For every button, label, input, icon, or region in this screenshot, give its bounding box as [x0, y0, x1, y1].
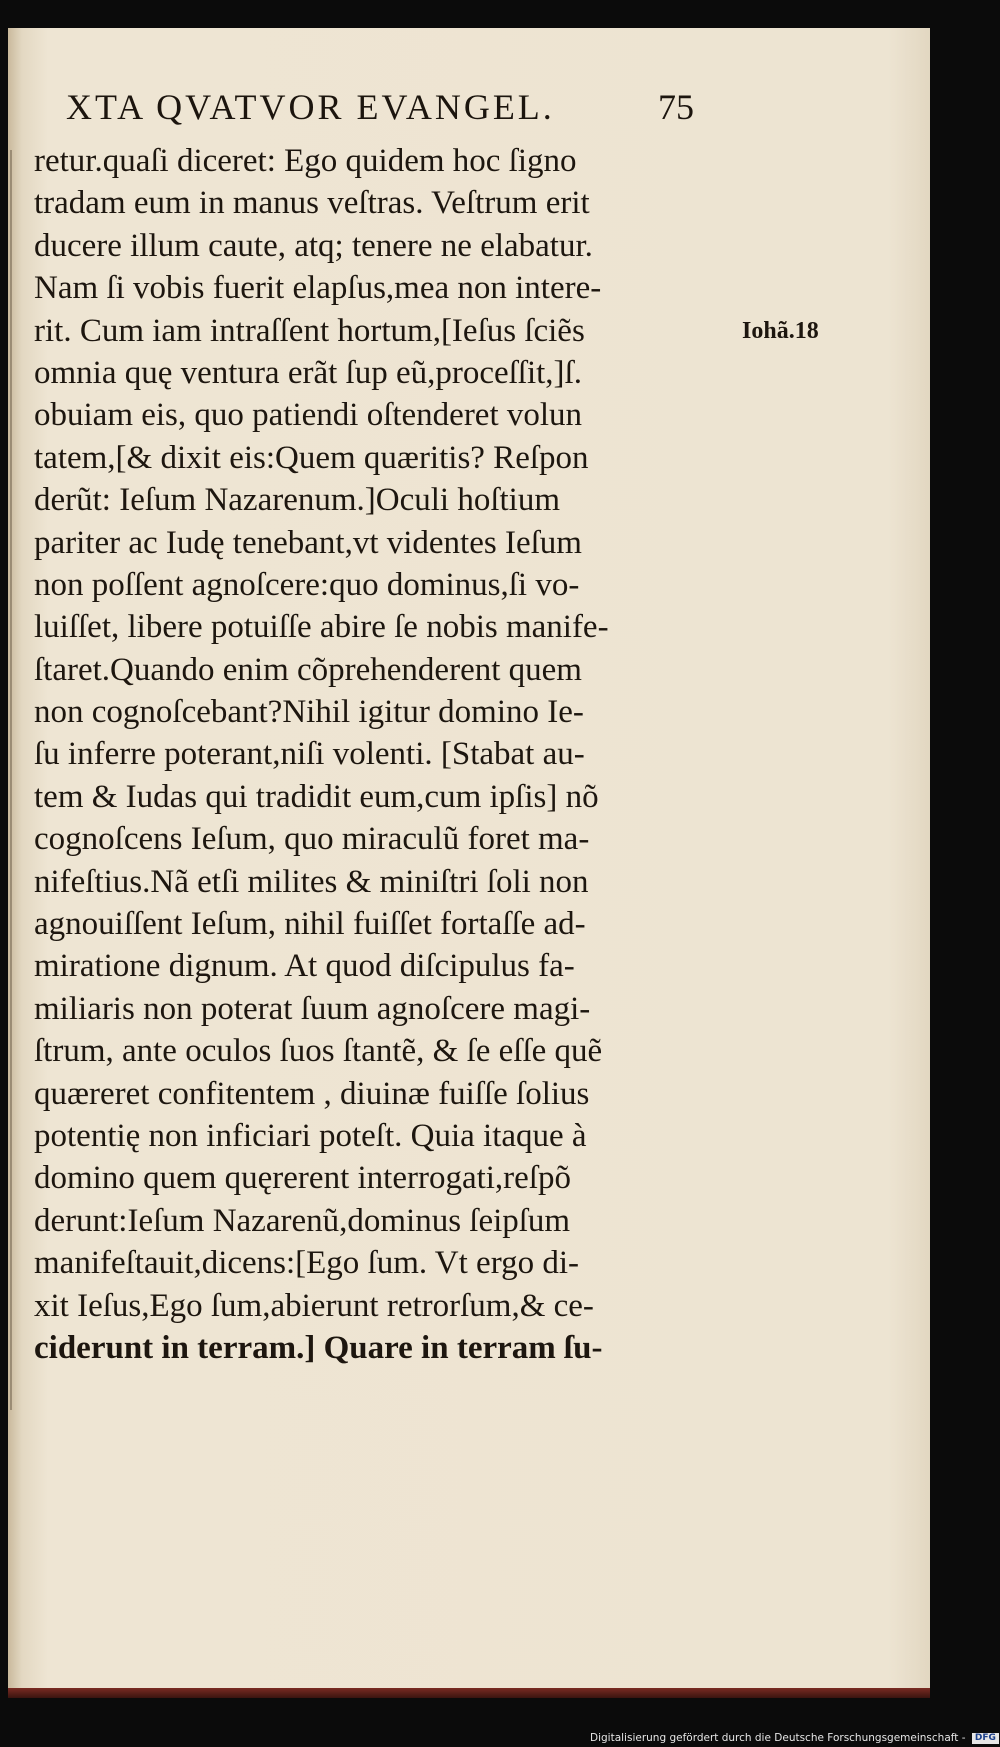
text-line: non poſſent agnoſcere:quo dominus,ſi vo-: [34, 566, 580, 603]
text-line: quæreret confitentem , diuinæ fuiſſe ſolius: [34, 1075, 590, 1112]
body-text: [34, 140, 724, 1369]
text-line: ſtaret.Quando enim cõprehenderent quem: [34, 651, 582, 688]
text-line: cognoſcens Ieſum, quo miraculũ foret ma-: [34, 821, 590, 858]
text-line: miratione dignum. At quod diſcipulus fa-: [34, 948, 575, 985]
text-line: tradam eum in manus veſtras. Veſtrum erit: [34, 185, 590, 222]
text-line: ſu inferre poterant,niſi volenti. [Stabat au-: [34, 736, 585, 773]
text-line: tem & Iudas qui tradidit eum,cum ipſis] nõ: [34, 778, 599, 815]
text-line: luiſſet, libere potuiſſe abire ſe nobis manife-: [34, 609, 609, 646]
credit-text: Digitalisierung gefördert durch die Deutsche Forschungsgemeinschaft -: [590, 1732, 966, 1744]
gutter-shadow: [10, 150, 12, 1410]
digitization-credit: [590, 1732, 999, 1744]
text-line: miliaris non poterat ſuum agnoſcere magi-: [34, 990, 591, 1027]
text-line: nifeſtius.Nã etſi milites & miniſtri ſoli non: [34, 863, 589, 900]
text-line: domino quem quęrerent interrogati,reſpõ: [34, 1160, 571, 1197]
text-line: manifeſtauit,dicens:[Ego ſum. Vt ergo di-: [34, 1245, 579, 1282]
page-bottom-edge: [8, 1688, 930, 1698]
text-line: derunt:Ieſum Nazarenũ,dominus ſeipſum: [34, 1202, 571, 1239]
running-head: [66, 80, 706, 130]
text-line: potentię non inficiari poteſt. Quia itaque à: [34, 1117, 587, 1154]
dfg-logo: DFG: [972, 1733, 999, 1744]
text-line: retur.quaſi diceret: Ego quidem hoc ſigno: [34, 143, 577, 179]
marginal-note: [742, 318, 819, 345]
page-number: 75: [658, 87, 694, 127]
text-line: ducere illum caute, atq; tenere ne elabatur.: [34, 227, 593, 264]
text-line: obuiam eis, quo patiendi oſtenderet volun: [34, 397, 583, 434]
running-head-title: XTA QVATVOR EVANGEL.: [66, 87, 555, 127]
text-line: ciderunt in terram.] Quare in terram ſu-: [34, 1329, 603, 1366]
text-line: omnia quę ventura erãt ſup eũ,proceſſit,]ſ.: [34, 354, 582, 391]
text-line: xit Ieſus,Ego ſum,abierunt retrorſum,& ce-: [34, 1287, 594, 1324]
text-line: pariter ac Iudę tenebant,vt videntes Ieſum: [34, 524, 582, 561]
text-line: Nam ſi vobis fuerit elapſus,mea non intere-: [34, 270, 602, 307]
text-line: ſtrum, ante oculos ſuos ſtantẽ, & ſe eſſe quẽ: [34, 1033, 603, 1070]
text-line: tatem,[& dixit eis:Quem quæritis? Reſpon: [34, 439, 589, 476]
text-line: rit. Cum iam intraſſent hortum,[Ieſus ſciẽs: [34, 312, 585, 349]
text-line: agnouiſſent Ieſum, nihil fuiſſet fortaſſe ad-: [34, 906, 586, 943]
text-line: non cognoſcebant?Nihil igitur domino Ie-: [34, 694, 584, 731]
text-line: derũt: Ieſum Nazarenum.]Oculi hoſtium: [34, 482, 561, 519]
marginal-note-text: Iohã.18: [742, 318, 819, 344]
